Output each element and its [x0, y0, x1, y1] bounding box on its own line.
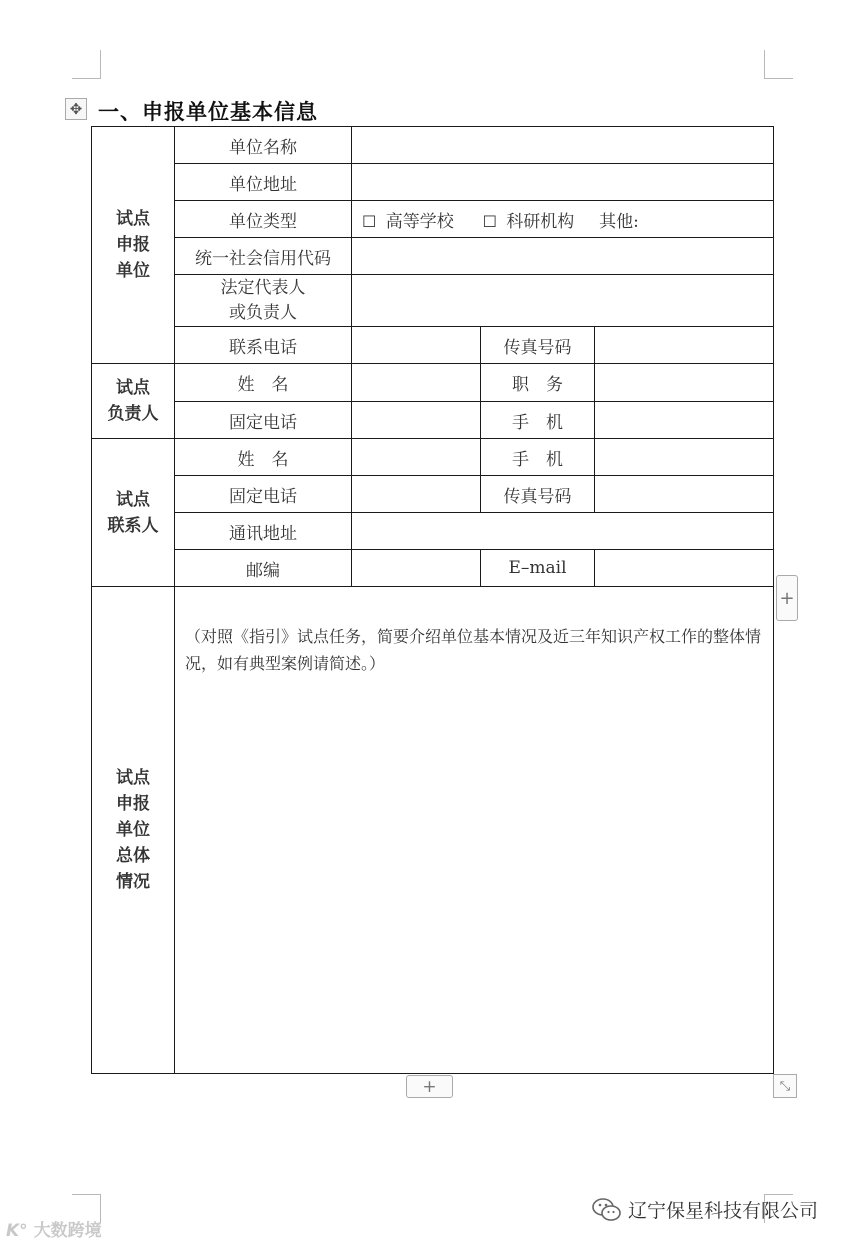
- row-unit-address: [92, 164, 774, 201]
- group-label-overview: 试点 申报 单位 总体 情况: [92, 587, 175, 1074]
- move-arrows-icon: ✥: [69, 100, 83, 118]
- row-leader-name-position: [92, 364, 774, 402]
- label-unit-fax: 传真号码: [481, 327, 595, 364]
- checkbox-research-institute[interactable]: ☐: [482, 211, 497, 231]
- wechat-icon: [592, 1197, 622, 1223]
- field-unit-name[interactable]: [352, 127, 774, 164]
- row-leader-phones: [92, 402, 774, 439]
- label-unit-phone: 联系电话: [175, 327, 352, 364]
- table-resize-handle[interactable]: [773, 1074, 797, 1098]
- row-contact-name-mobile: [92, 439, 774, 476]
- field-contact-email[interactable]: [595, 550, 774, 587]
- label-contact-fax: 传真号码: [481, 476, 595, 513]
- label-unit-type: 单位类型: [175, 201, 352, 238]
- plus-icon: +: [422, 1076, 437, 1097]
- watermark-left-logo: K°: [6, 1221, 28, 1241]
- section-heading: 一、申报单位基本信息: [98, 100, 318, 124]
- field-overview[interactable]: [175, 587, 774, 1074]
- plus-icon: +: [779, 587, 795, 609]
- watermark-left: [6, 1216, 102, 1241]
- row-contact-address: [92, 513, 774, 550]
- row-contact-landline-fax: [92, 476, 774, 513]
- field-contact-address[interactable]: [352, 513, 774, 550]
- label-contact-landline: 固定电话: [175, 476, 352, 513]
- field-contact-landline[interactable]: [352, 476, 481, 513]
- overview-instruction-text: （对照《指引》试点任务，简要介绍单位基本情况及近三年知识产权工作的整体情况，如有典型案例请简述。）: [185, 627, 762, 673]
- watermark-left-text: 大数跨境: [33, 1221, 102, 1241]
- field-contact-mobile[interactable]: [595, 439, 774, 476]
- row-contact-postcode-email: [92, 550, 774, 587]
- label-contact-name: 姓 名: [175, 439, 352, 476]
- label-leader-name: 姓 名: [175, 364, 352, 402]
- label-contact-email: E–mail: [481, 550, 595, 587]
- label-contact-postcode: 邮编: [175, 550, 352, 587]
- field-leader-landline[interactable]: [352, 402, 481, 439]
- row-unit-phone-fax: [92, 327, 774, 364]
- row-unit-name: [92, 127, 774, 164]
- label-leader-mobile: 手 机: [481, 402, 595, 439]
- group-label-leader: 试点 负责人: [92, 364, 175, 439]
- label-contact-mobile: 手 机: [481, 439, 595, 476]
- unit-type-options: [352, 201, 774, 238]
- label-unit-name: 单位名称: [175, 127, 352, 164]
- field-leader-name[interactable]: [352, 364, 481, 402]
- row-overview: [92, 587, 774, 1074]
- label-contact-address: 通讯地址: [175, 513, 352, 550]
- field-contact-postcode[interactable]: [352, 550, 481, 587]
- option-other-label: 其他:: [599, 211, 639, 232]
- add-row-button[interactable]: [406, 1075, 453, 1098]
- label-leader-landline: 固定电话: [175, 402, 352, 439]
- watermark-right-text: 辽宁保星科技有限公司: [628, 1200, 819, 1222]
- field-contact-name[interactable]: [352, 439, 481, 476]
- option-university-label: 高等学校: [385, 211, 454, 232]
- field-leader-mobile[interactable]: [595, 402, 774, 439]
- field-credit-code[interactable]: [352, 238, 774, 275]
- watermark-right: [592, 1196, 818, 1223]
- table-move-handle[interactable]: [65, 98, 87, 120]
- row-credit-code: [92, 238, 774, 275]
- page-corner-mark-top-right: [764, 50, 793, 79]
- add-column-button[interactable]: [776, 575, 798, 621]
- field-unit-address[interactable]: [352, 164, 774, 201]
- row-unit-type: [92, 201, 774, 238]
- label-legal-representative: 法定代表人 或负责人: [175, 275, 352, 327]
- resize-diagonal-icon: ⤡: [779, 1078, 791, 1094]
- label-credit-code: 统一社会信用代码: [175, 238, 352, 275]
- field-unit-phone[interactable]: [352, 327, 481, 364]
- application-info-table: [91, 126, 774, 1074]
- field-leader-position[interactable]: [595, 364, 774, 402]
- group-label-contact: 试点 联系人: [92, 439, 175, 587]
- field-unit-fax[interactable]: [595, 327, 774, 364]
- group-label-unit: 试点 申报 单位: [92, 127, 175, 364]
- label-unit-address: 单位地址: [175, 164, 352, 201]
- checkbox-university[interactable]: ☐: [362, 211, 377, 231]
- field-legal-representative[interactable]: [352, 275, 774, 327]
- label-leader-position: 职 务: [481, 364, 595, 402]
- row-legal-rep: [92, 275, 774, 327]
- field-contact-fax[interactable]: [595, 476, 774, 513]
- page-corner-mark-top-left: [72, 50, 101, 79]
- option-research-institute-label: 科研机构: [506, 211, 575, 232]
